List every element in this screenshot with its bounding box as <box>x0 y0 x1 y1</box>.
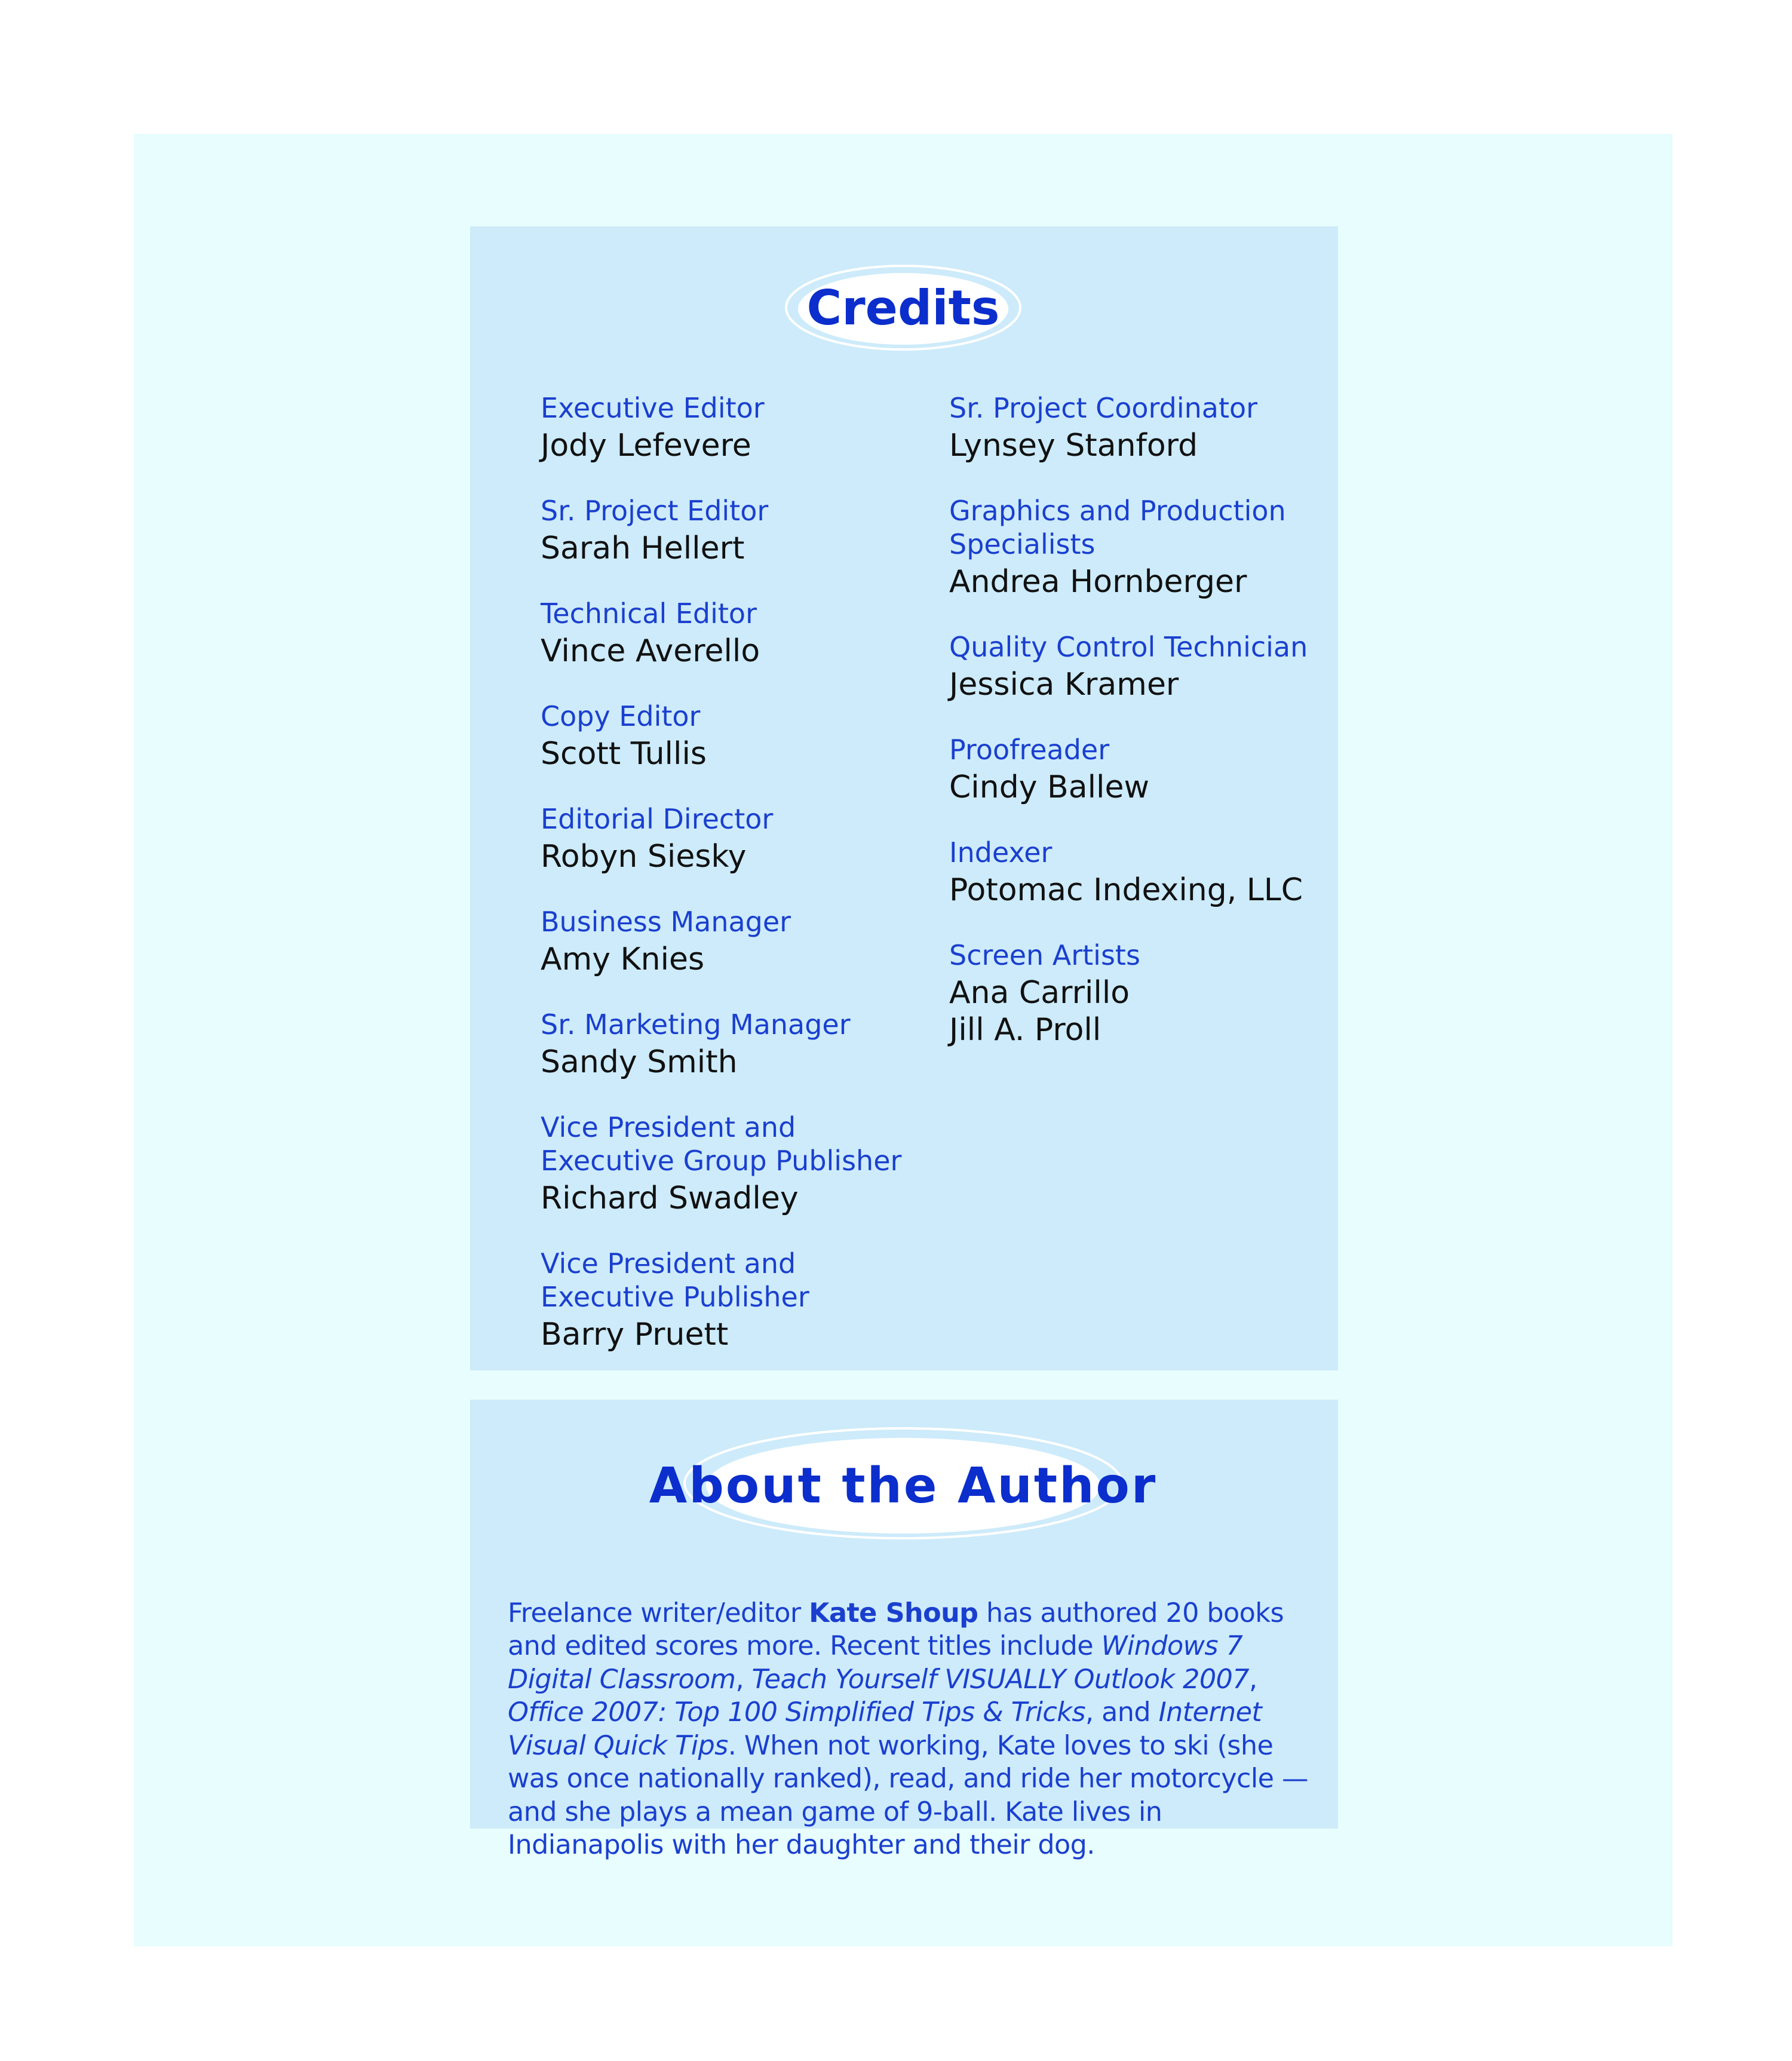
credit-entry <box>949 733 1320 806</box>
bio-text: Freelance writer/editor <box>508 1597 809 1628</box>
author-bio <box>508 1597 1314 1862</box>
credit-person: Sandy Smith <box>541 1044 738 1080</box>
author-name: Kate Shoup <box>809 1597 978 1628</box>
credit-person: Jessica Kramer <box>949 667 1179 703</box>
bio-text: , <box>735 1664 752 1695</box>
credit-person: Barry Pruett <box>541 1317 729 1352</box>
credit-entry <box>541 597 929 670</box>
credit-entry <box>541 700 929 772</box>
credit-person: Amy Knies <box>541 941 705 977</box>
credit-person: Vince Averello <box>541 633 760 669</box>
credits-left-column <box>541 391 929 1383</box>
book-title: Internet Visual Quick Tips <box>508 1697 1262 1761</box>
bio-text: has authored 20 books and edited scores more. Recent titles include <box>508 1597 1284 1661</box>
credit-role: Vice President and Executive Publisher <box>541 1247 809 1313</box>
credit-role: Editorial Director <box>541 803 774 835</box>
credits-panel <box>470 226 1338 1370</box>
credit-entry <box>949 630 1320 703</box>
credit-entry <box>541 802 929 875</box>
credit-role: Executive Editor <box>541 392 765 424</box>
credit-role: Copy Editor <box>541 700 701 732</box>
credit-entry <box>541 494 929 567</box>
credit-person: Lynsey Stanford <box>949 428 1198 464</box>
credit-role: Indexer <box>949 836 1053 869</box>
credit-person: Sarah Hellert <box>541 530 745 566</box>
credit-entry <box>949 939 1320 1048</box>
credits-right-column <box>949 391 1320 1078</box>
credit-person: Potomac Indexing, LLC <box>949 872 1303 908</box>
credit-role: Business Manager <box>541 906 791 938</box>
credit-person: Ana Carrillo Jill A. Proll <box>949 975 1130 1048</box>
credit-role: Sr. Marketing Manager <box>541 1008 851 1041</box>
credit-entry <box>541 905 929 978</box>
credit-person: Cindy Ballew <box>949 769 1149 805</box>
bio-text: , <box>1248 1664 1257 1695</box>
credit-entry <box>949 836 1320 909</box>
book-title: Office 2007: Top 100 Simplified Tips & Tricks <box>508 1697 1085 1728</box>
credit-role: Graphics and Production Specialists <box>949 495 1286 560</box>
bio-text: . When not working, Kate loves to ski (she was once nationally ranked), read, and ride her motorcycle — and she plays a mean game of 9-ball. Kate lives in Indianapolis with her daughter and their dog. <box>508 1730 1308 1860</box>
credit-entry <box>949 391 1320 464</box>
credit-person: Andrea Hornberger <box>949 564 1247 600</box>
about-title-badge <box>649 1426 1158 1545</box>
credit-person: Robyn Siesky <box>541 839 747 875</box>
credit-role: Sr. Project Coordinator <box>949 392 1258 424</box>
credit-entry <box>541 1247 929 1353</box>
about-author-panel <box>470 1400 1338 1860</box>
credit-person: Richard Swadley <box>541 1180 799 1216</box>
credit-person: Scott Tullis <box>541 736 707 772</box>
book-title: Windows 7 Digital Classroom <box>508 1631 1243 1695</box>
credit-role: Proofreader <box>949 734 1110 766</box>
credit-role: Vice President and Executive Group Publisher <box>541 1111 902 1177</box>
credit-entry <box>541 1111 929 1217</box>
credit-entry <box>541 1008 929 1081</box>
about-title: About the Author <box>649 1457 1158 1514</box>
credit-role: Quality Control Technician <box>949 631 1308 663</box>
credit-role: Sr. Project Editor <box>541 495 769 527</box>
credit-entry <box>949 494 1320 600</box>
bio-text: , and <box>1085 1697 1159 1728</box>
credit-person: Jody Lefevere <box>541 428 751 464</box>
credit-role: Technical Editor <box>541 597 757 630</box>
credits-title-badge <box>784 260 1023 355</box>
book-title: Teach Yourself VISUALLY Outlook 2007 <box>751 1664 1249 1695</box>
credit-role: Screen Artists <box>949 939 1140 971</box>
credit-entry <box>541 391 929 464</box>
credits-title: Credits <box>806 280 1000 336</box>
